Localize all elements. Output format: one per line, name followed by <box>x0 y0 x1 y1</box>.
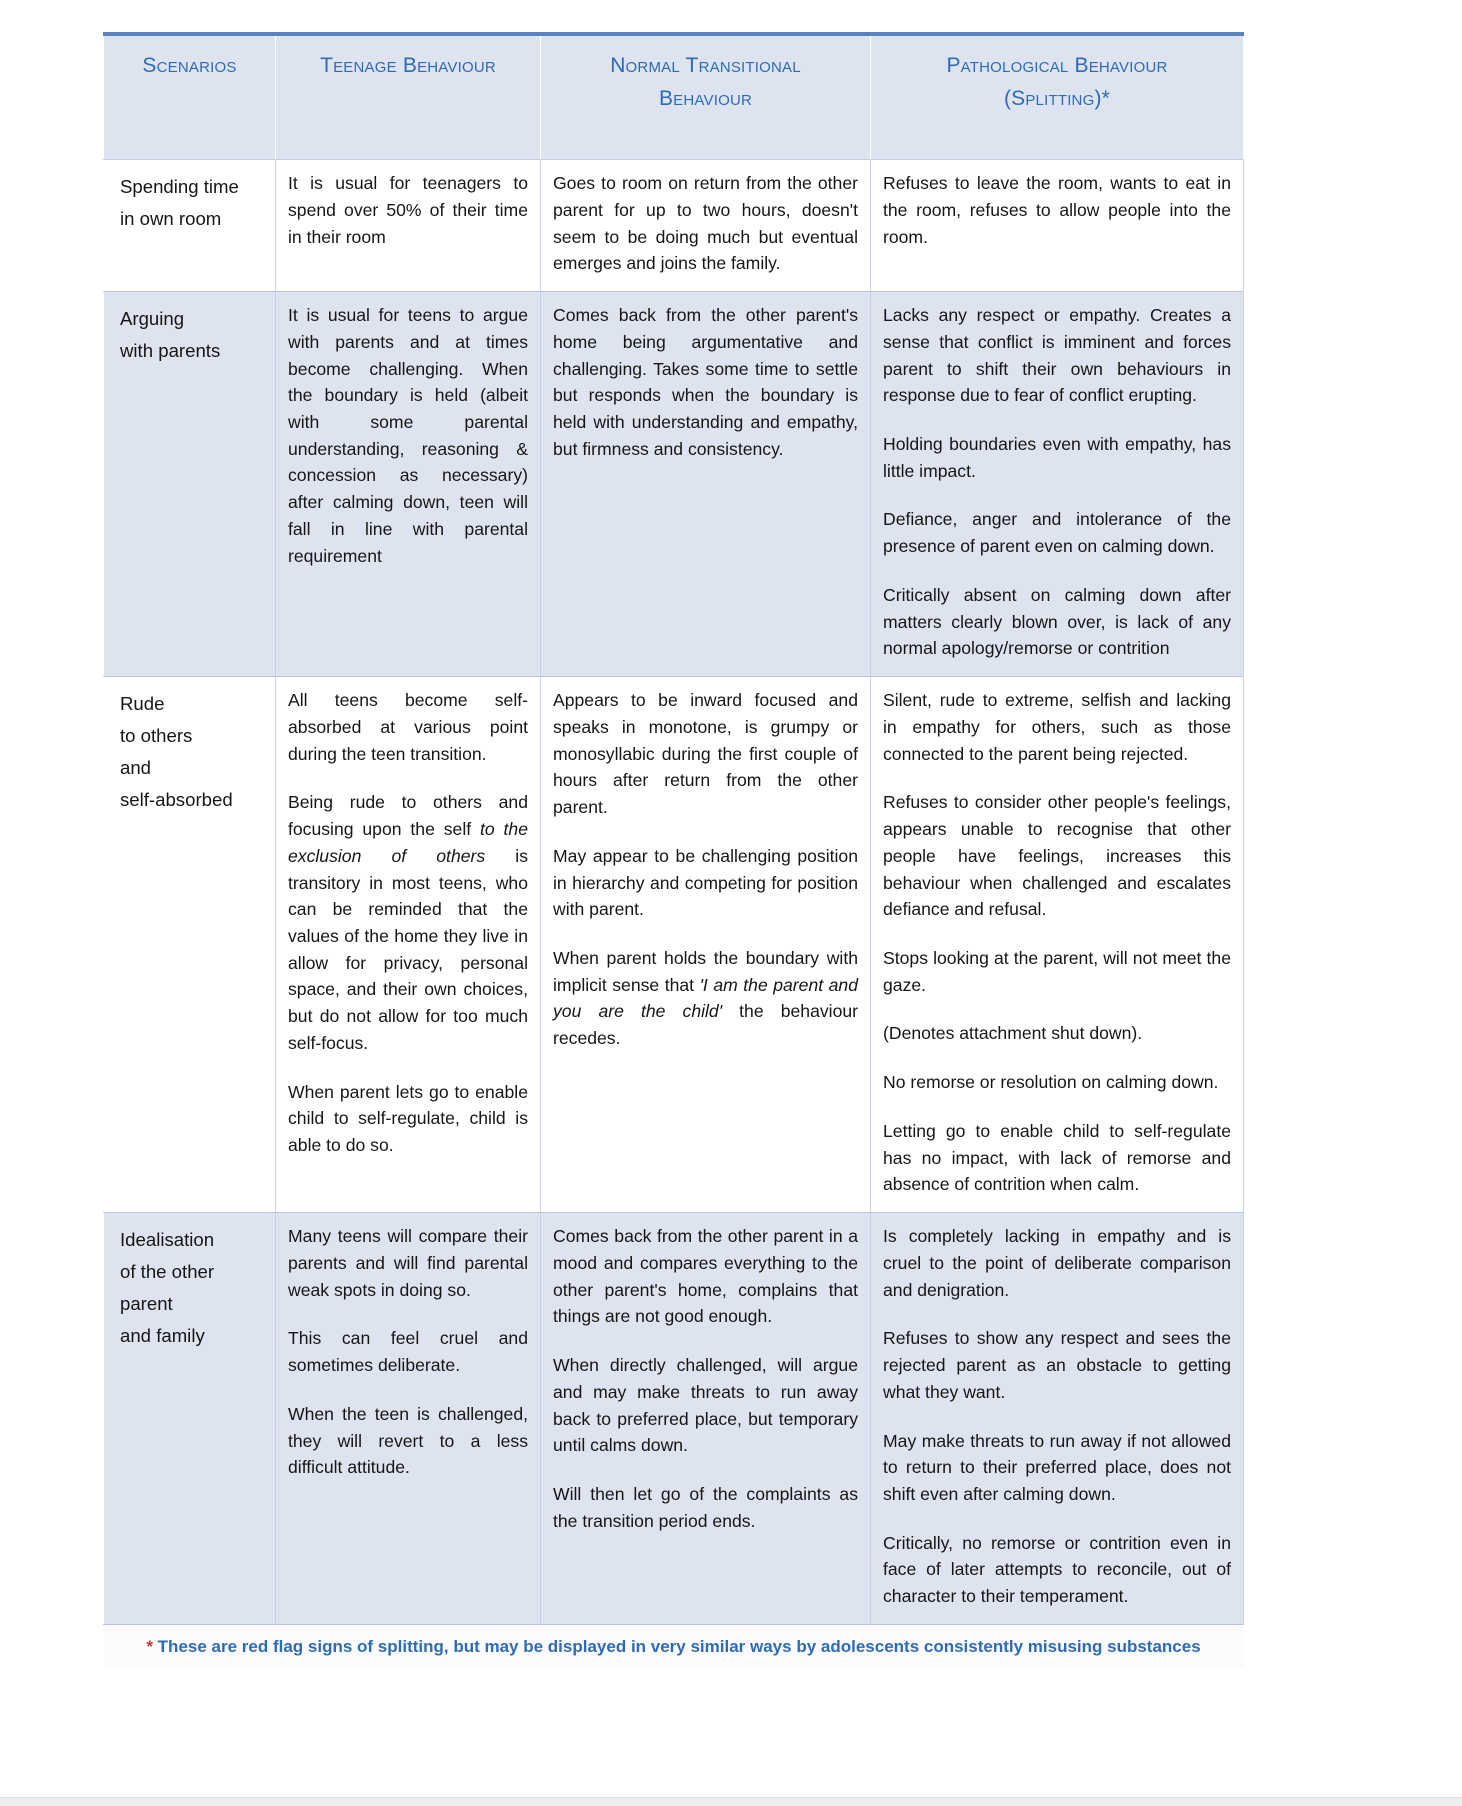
cell-paragraph: (Denotes attachment shut down). <box>883 1023 1143 1044</box>
cell-paragraph: All teens become self-absorbed at various point during the teen transition. <box>288 690 528 764</box>
column-header-pathological-line1: Pathological Behaviour <box>946 54 1168 77</box>
cell-paragraph: Appears to be inward focused and speaks in monotone, is grumpy or monosyllabic during the first couple of hours after return from the other parent. <box>553 690 858 818</box>
table-row <box>104 292 1244 677</box>
cell-paragraph: Stops looking at the parent, will not meet the gaze. <box>883 947 1231 995</box>
column-header-pathological-behaviour <box>871 34 1244 160</box>
cell-paragraph: Goes to room on return from the other parent for up to two hours, doesn't seem to be doing much but eventual emerges and joins the family. <box>553 173 858 274</box>
cell-paragraph: When directly challenged, will argue and may make threats to run away back to preferred place, but temporary until calms down. <box>553 1355 858 1456</box>
cell-paragraph: It is usual for teenagers to spend over 50% of their time in their room <box>288 173 528 247</box>
scenario-label-line: Idealisation <box>120 1229 215 1251</box>
scenario-cell <box>104 292 276 677</box>
cell-paragraph: This can feel cruel and sometimes deliberate. <box>288 1328 528 1376</box>
cell-paragraph: Critically absent on calming down after matters clearly blown over, is lack of any normal apology/remorse or contrition <box>883 584 1231 659</box>
cell-paragraph: Refuses to leave the room, wants to eat in the room, refuses to allow people into the room. <box>883 173 1231 247</box>
column-header-scenarios <box>104 34 276 160</box>
cell-paragraph: No remorse or resolution on calming down. <box>883 1072 1219 1093</box>
pathological-behaviour-cell <box>871 292 1244 677</box>
table-row <box>104 677 1244 1213</box>
cell-paragraph: Letting go to enable child to self-regulate has no impact, with lack of remorse and absence of contrition when calm. <box>883 1120 1231 1195</box>
cell-paragraph: Will then let go of the complaints as the transition period ends. <box>553 1484 858 1531</box>
cell-paragraph: Defiance, anger and intolerance of the presence of parent even on calming down. <box>883 509 1231 557</box>
scenario-cell <box>104 677 276 1213</box>
cell-paragraph: Is completely lacking in empathy and is cruel to the point of deliberate comparison and denigration. <box>883 1226 1231 1300</box>
scenario-label-line: Rude <box>120 693 165 715</box>
pathological-behaviour-cell <box>871 160 1244 292</box>
scenario-label-line: to others <box>120 725 193 747</box>
scenario-label-line: Spending time <box>120 176 239 198</box>
scenario-label-line: Arguing <box>120 308 185 330</box>
footnote-cell <box>104 1624 1244 1667</box>
emphasised-phrase: to the exclusion of others <box>288 819 528 866</box>
cell-paragraph: Refuses to consider other people's feelings, appears unable to recognise that other people have feelings, increases this behaviour when challenged and escalates defiance and refusal. <box>883 792 1231 920</box>
column-header-normal-transitional-line2: Behaviour <box>658 86 753 110</box>
pathological-behaviour-cell <box>871 1213 1244 1625</box>
teenage-behaviour-cell <box>276 1213 541 1625</box>
table-header <box>104 34 1244 160</box>
teenage-behaviour-cell <box>276 160 541 292</box>
scenario-label-line: parent <box>120 1293 173 1315</box>
table-header-row <box>104 34 1244 160</box>
behaviour-comparison-table <box>103 32 1244 1667</box>
footnote-row <box>104 1624 1244 1667</box>
scenario-label-line: of the other <box>120 1261 215 1283</box>
scenario-label-line: and family <box>120 1325 205 1347</box>
pathological-behaviour-cell <box>871 677 1244 1213</box>
page-bottom-edge <box>0 1797 1462 1806</box>
cell-paragraph: Lacks any respect or empathy. Creates a sense that conflict is imminent and forces parent to shift their own behaviours in response due to fear of conflict erupting. <box>883 305 1231 406</box>
column-header-teenage-behaviour <box>276 34 541 160</box>
cell-paragraph: When the teen is challenged, they will revert to a less difficult attitude. <box>288 1403 528 1478</box>
cell-paragraph: Being rude to others and focusing upon the self to the exclusion of others is transitory in most teens, who can be reminded that the values of the home they live in allow for privacy, personal space, and their own choices, but do not allow for too much self-focus. <box>288 792 528 1053</box>
cell-paragraph: Critically, no remorse or contrition even in face of later attempts to reconcile, out of character to their temperament. <box>883 1532 1231 1607</box>
table-row <box>104 160 1244 292</box>
scenario-label-line: in own room <box>120 208 222 230</box>
footnote-text <box>146 1637 1200 1656</box>
teenage-behaviour-cell <box>276 292 541 677</box>
cell-paragraph: Holding boundaries even with empathy, has little impact. <box>883 433 1231 481</box>
cell-paragraph: Silent, rude to extreme, selfish and lacking in empathy for others, such as those connected to the parent being rejected. <box>883 690 1231 764</box>
cell-paragraph: Comes back from the other parent in a mood and compares everything to the other parent's home, complains that things are not good enough. <box>553 1226 858 1327</box>
scenario-label-line: self-absorbed <box>120 789 233 811</box>
behaviour-comparison-table-wrapper <box>103 32 1243 1667</box>
column-header-scenarios-label: Scenarios <box>142 54 237 77</box>
cell-paragraph: Refuses to show any respect and sees the rejected parent as an obstacle to getting what they want. <box>883 1328 1231 1402</box>
cell-paragraph: When parent lets go to enable child to self-regulate, child is able to do so. <box>288 1081 528 1156</box>
normal-transitional-behaviour-cell <box>541 160 871 292</box>
table-footer <box>104 1624 1244 1667</box>
normal-transitional-behaviour-cell <box>541 1213 871 1625</box>
emphasised-phrase: 'I am the parent and you are the child' <box>553 974 858 1022</box>
footnote-asterisk-marker: * <box>146 1636 153 1656</box>
cell-paragraph: It is usual for teens to argue with parents and at times become challenging. When the boundary is held (albeit with some parental understanding, reasoning & concession as necessary) after calming down, teen will fall in line with parental requirement <box>288 305 528 566</box>
column-header-normal-transitional-behaviour <box>541 34 871 160</box>
teenage-behaviour-cell <box>276 677 541 1213</box>
column-header-pathological-line2: (Splitting)* <box>1003 86 1111 110</box>
cell-paragraph: May appear to be challenging position in hierarchy and competing for position with parent. <box>553 845 858 920</box>
scenario-cell <box>104 1213 276 1625</box>
normal-transitional-behaviour-cell <box>541 677 871 1213</box>
cell-paragraph: When parent holds the boundary with implicit sense that 'I am the parent and you are the child' the behaviour recedes. <box>553 947 858 1049</box>
column-header-teenage-behaviour-label: Teenage Behaviour <box>320 54 496 77</box>
footnote-body: These are red flag signs of splitting, but may be displayed in very similar ways by adolescents consistently misusing substances <box>157 1636 1201 1656</box>
cell-paragraph: Comes back from the other parent's home being argumentative and challenging. Takes some time to settle but responds when the boundary is held with understanding and empathy, but firmness and consistency. <box>553 305 858 459</box>
table-row <box>104 1213 1244 1625</box>
scenario-label-line: and <box>120 757 152 779</box>
column-header-normal-transitional-line1: Normal Transitional <box>610 54 801 77</box>
cell-paragraph: Many teens will compare their parents and will find parental weak spots in doing so. <box>288 1226 528 1300</box>
scenario-cell <box>104 160 276 292</box>
normal-transitional-behaviour-cell <box>541 292 871 677</box>
scenario-label-line: with parents <box>120 340 221 361</box>
table-body <box>104 160 1244 1625</box>
cell-paragraph: May make threats to run away if not allowed to return to their preferred place, does not shift even after calming down. <box>883 1430 1231 1504</box>
